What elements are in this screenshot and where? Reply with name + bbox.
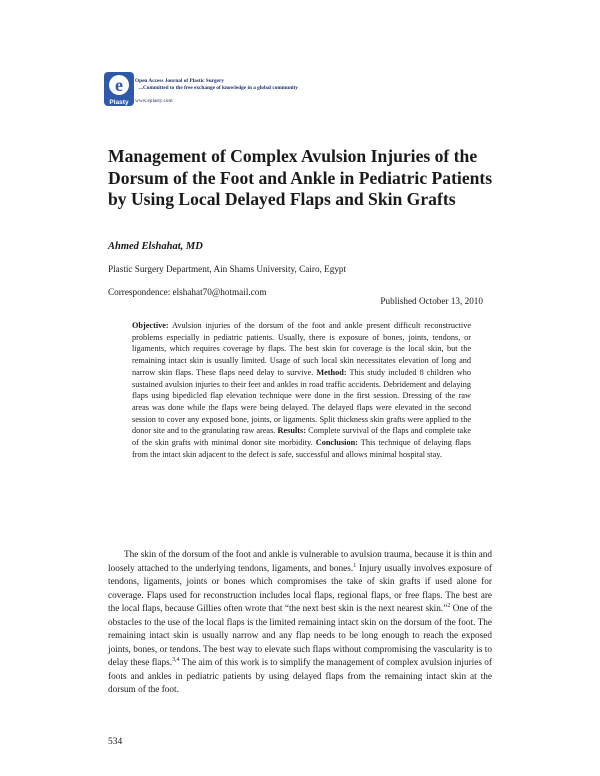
- intro-text-1: The skin of the dorsum of the foot and ankle is vulnerable to avulsion trauma, because it is thin and loosely attached to the underlying tendons, ligaments, and bones.: [108, 550, 492, 574]
- article-title: Management of Complex Avulsion Injuries of the Dorsum of the Foot and Ankle in Pediatric Patients by Using Local Delayed Flaps and Skin Grafts: [108, 146, 493, 209]
- author-name: Ahmed Elshahat, MD: [108, 241, 203, 252]
- results-label: Results:: [277, 426, 306, 436]
- results-text: Complete survival of the flaps and complete take of the skin grafts with minimal donor site morbidity.: [132, 426, 471, 448]
- eplasty-logo: [103, 70, 137, 108]
- objective-label: Objective:: [132, 321, 169, 330]
- citation-ref-1: 1: [353, 562, 357, 569]
- method-text: This study included 8 children who sustained avulsion injuries to their feet and ankles in road traffic accidents. Debridement and delaying flaps using bipedicled flap elevation technique were done in the first session. Dressing of the raw areas was done while the flaps were being delayed. The delayed flaps were elevated in the second session to cover any exposed bone, joints, or ligaments. Split thickness skin grafts were applied to the donor site and to the granulating raw areas.: [132, 367, 472, 436]
- correspondence-email: Correspondence: elshahat70@hotmail.com: [108, 287, 267, 297]
- logo-word: Plasty: [109, 99, 129, 106]
- author-affiliation: Plastic Surgery Department, Ain Shams University, Cairo, Egypt: [108, 264, 347, 274]
- journal-tagline: Open Access Journal of Plastic Surgery: [135, 78, 225, 84]
- citation-ref-2: 2: [447, 602, 451, 609]
- journal-website: www.eplasty.com: [135, 98, 173, 104]
- journal-motto: ...Committed to the free exchange of knowledge in a global community: [139, 85, 298, 91]
- logo-letter: e: [115, 75, 123, 95]
- journal-header: [103, 70, 363, 110]
- conclusion-text: This technique of delaying flaps from the intact skin adjacent to the defect is safe, successful and allows minimal hospital stay.: [132, 438, 471, 459]
- page-number: 534: [108, 737, 123, 747]
- objective-text: Avulsion injuries of the dorsum of the foot and ankle present difficult reconstructive problems especially in pediatric patients. Usually, there is exposure of bones, joints, tendons, or ligaments, which requires coverage by flaps. The best skin for coverage is the local skin, but the remaining intact skin is usually limited. Usage of such local skin necessitates elevation of long and narrow skin flaps. These flaps need delay to survive.: [132, 321, 471, 377]
- abstract: [132, 320, 471, 460]
- intro-text-2: Injury usually involves exposure of tendons, ligaments, joints or bones which compromises the take of skin grafts if used alone for coverage. Flaps used for reconstruction includes local flaps, regional flaps, or free flaps. The best are the local flaps, because Gillies often wrote that “the next best skin is the next nearest skin.”: [108, 563, 492, 614]
- citation-ref-3: 3,4: [172, 656, 180, 663]
- intro-text-4: The aim of this work is to simplify the management of complex avulsion injuries of foots and ankles in pediatric patients by using delayed flaps from the remaining intact skin at the dorsum of the foot.: [108, 658, 492, 695]
- conclusion-label: Conclusion:: [315, 438, 358, 448]
- intro-text-3: One of the obstacles to the use of the local flaps is the limited remaining intact skin on the dorsum of the foot. The remaining intact skin is usually narrow and any flap needs to be long enough to reach the exposed joints, bones, or tendons. The best way to elevate such flaps without compromising the vascularity is to delay these flaps.: [108, 604, 492, 668]
- published-date: Published October 13, 2010: [380, 296, 483, 306]
- method-label: Method:: [316, 367, 347, 377]
- introduction-paragraph: [108, 549, 492, 698]
